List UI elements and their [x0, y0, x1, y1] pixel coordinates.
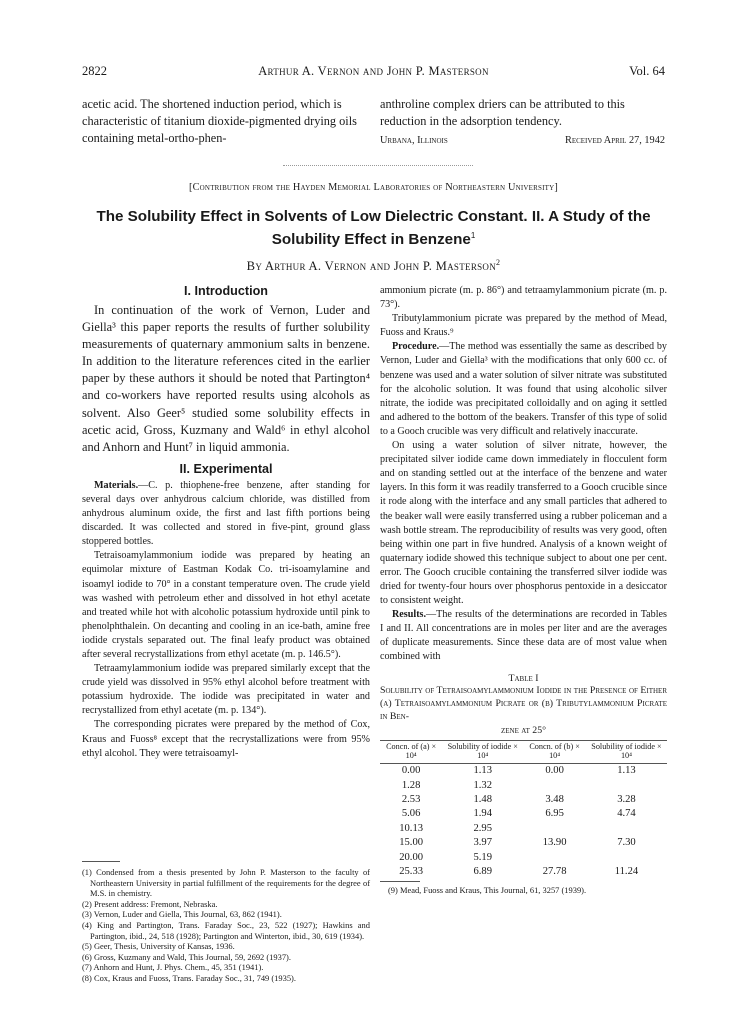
table-row [380, 793, 667, 807]
procedure-text: —The method was essentially the same as described by Vernon, Luder and Giella³ with the modifications that only 600 cc. of benzene was used and a water solution of silver nitrate was substituted for the alcoholic solution. It was found that using alcoholic silver nitrate, the iodide was precipitated colloidally and on aging it settled and adhered to the bottom of the beakers. Transfer of this type of solid to a Gooch crucible was very difficult and relatively inaccurate. [380, 341, 667, 437]
table-cell: 10.13 [399, 822, 424, 834]
table-cell: 1.13 [473, 765, 493, 777]
contribution-line: [Contribution from the Hayden Memorial Laboratories of Northeastern University] [188, 182, 558, 193]
byline-text: By Arthur A. Vernon and John P. Masterson [246, 259, 497, 274]
table-row [380, 764, 667, 779]
procedure-paragraph [380, 340, 667, 439]
table-cell: 27.78 [542, 866, 567, 877]
table-cell: 1.48 [473, 793, 493, 805]
footnote: (5) Geer, Thesis, University of Kansas, 1936. [82, 941, 235, 952]
table-cell: 11.24 [614, 866, 639, 877]
procedure-runin-heading: Procedure. [392, 341, 440, 353]
table-cell: 13.90 [542, 837, 567, 849]
table-cell: 5.06 [401, 808, 421, 820]
column-header: Solubility of iodide × 10⁴ [442, 741, 523, 764]
byline-footnote-marker: 2 [496, 258, 501, 267]
table-cell [586, 779, 667, 793]
table-cell: 2.53 [401, 793, 421, 805]
introduction-paragraph: In continuation of the work of Vernon, Luder and Giella³ this paper reports the results of further solubility measurements of quaternary ammonium salts in benzene. In addition to the literature references cited in the earlier paper by these authors it should be noted that Partington⁴ and co-workers have reported results using alcohols as solvent. Also Geer⁵ studied some solubility effects in acetic acid, Gross, Kuzmany and Wald⁶ in ethyl alcohol and Anhorn and Hunt⁷ in liquid ammonia. [82, 303, 370, 454]
table-cell: 3.48 [545, 793, 564, 805]
table-row [380, 822, 667, 836]
section-heading-experimental: II. Experimental [179, 461, 273, 476]
results-runin-heading: Results. [392, 609, 427, 621]
table-header-row [380, 741, 667, 764]
materials-text: —C. p. thiophene-free benzene, after standing for several days over anhydrous calcium chloride, was distilled from anhydrous aluminum oxide, the first and last fifth portions being discarded. It was collected and stored in five-pint, ground glass stoppered bottles. [82, 479, 370, 548]
table-cell: 1.94 [473, 808, 493, 820]
footnote: (8) Cox, Kraus and Fuoss, Trans. Faraday Soc., 31, 749 (1935). [82, 972, 296, 983]
article-divider [283, 165, 473, 166]
table-row [380, 865, 667, 879]
materials-paragraph [82, 479, 370, 549]
footnote-rule [82, 861, 120, 862]
picrates-continued: ammonium picrate (m. p. 86°) and tetraamylammonium picrate (m. p. 73°). [380, 285, 667, 311]
table-caption [380, 684, 667, 738]
table-cell: 3.97 [473, 837, 493, 849]
table-cell [523, 822, 586, 836]
author-address: Urbana, Illinois [380, 135, 448, 146]
table-label: Table I [508, 672, 539, 684]
previous-article-right [380, 96, 665, 146]
footnote: (6) Gross, Kuzmany and Wald, This Journal, 59, 2692 (1937). [82, 951, 291, 962]
table-cell: 1.28 [401, 779, 421, 791]
footnotes [82, 861, 370, 984]
footnote: (4) King and Partington, Trans. Faraday Soc., 23, 522 (1927); Hawkins and Partington, ibid., 24, 518 (1928); Partington and Winterton, ibid., 30, 619 (1934). [82, 919, 370, 941]
running-head-authors: Arthur A. Vernon and John P. Masterson [258, 64, 489, 78]
table-caption-main: Solubility of Tetraisoamylammonium Iodide in the Presence of Either (a) Tetraisoamylammonium Picrate or (b) Tributylammonium Picrate in Ben- [380, 684, 667, 723]
tetraamyl-paragraph: Tetraamylammonium iodide was prepared similarly except that the crude yield was dissolved in 95% ethyl alcohol before treatment with potassium hydroxide. The iodide was precipitated in water and recrystallized from ethyl acetate (m. p. 134°). [82, 663, 370, 717]
table-cell: 6.95 [545, 808, 564, 820]
footnote: (3) Vernon, Luder and Giella, This Journal, 63, 862 (1941). [82, 909, 282, 920]
volume-number: Vol. 64 [629, 64, 665, 78]
table-footnote: (9) Mead, Fuoss and Kraus, This Journal, 61, 3257 (1939). [388, 885, 587, 896]
picrates-paragraph: The corresponding picrates were prepared by the method of Cox, Kraus and Fuoss⁸ except that the recrystallizations were from 95% ethyl alcohol. They were tetraisoamyl- [82, 719, 370, 759]
results-paragraph [380, 608, 667, 664]
table-cell [523, 779, 586, 793]
footnote: (7) Anhorn and Hunt, J. Phys. Chem., 45, 351 (1941). [82, 962, 264, 973]
table-cell: 4.74 [617, 808, 636, 820]
article-title [74, 207, 673, 249]
results-text: —The results of the determinations are recorded in Tables I and II. All concentrations are in moles per liter and are the averages of duplicate measurements. Since these data are of most value when combined with [380, 609, 667, 663]
table-row [380, 836, 667, 850]
previous-article-ending [82, 96, 665, 152]
table-cell [523, 851, 586, 865]
water-solution-paragraph: On using a water solution of silver nitrate, however, the precipitated silver iodide came down immediately in flocculent form and on standing settled out at the interface of the benzene and water layers. In this form it was readily transferred to a Gooch crucible since it rode along with the interface and any small particles that adhered to the beaker wall were easily transferred using a rubber policeman and a wash bottle stream. The reproducibility of results was very good, often being within one part in five hundred. Analysis of a known weight of quaternary iodide showed this technique subject to about one per cent. error. The Gooch crucible containing the transferred silver iodide was dried for twenty-four hours over phosphorus pentoxide in a desiccator to consistent weight. [380, 440, 667, 607]
solubility-table [380, 740, 667, 879]
column-header: Concn. of (a) × 10⁴ [380, 741, 442, 764]
table-cell: 20.00 [399, 851, 424, 863]
table-cell: 25.33 [399, 866, 424, 877]
table-cell: 5.19 [473, 851, 493, 863]
right-column [380, 284, 667, 895]
previous-article-left-text: acetic acid. The shortened induction period, which is characteristic of titanium dioxide-pigmented drying oils containing metal-ortho-phen- [82, 97, 357, 145]
received-date: Received April 27, 1942 [564, 135, 665, 146]
footnote: (2) Present address: Fremont, Nebraska. [82, 898, 218, 909]
title-footnote-marker: 1 [470, 231, 476, 240]
byline [82, 258, 665, 274]
table-cell: 1.13 [617, 765, 636, 777]
footnote: (1) Condensed from a thesis presented by John P. Masterson to the faculty of Northeastern University in partial fulfillment of the requirements for the degree of M.S. in chemistry. [82, 867, 370, 899]
table-row [380, 851, 667, 865]
table-cell [586, 851, 667, 865]
tetraisoamyl-paragraph: Tetraisoamylammonium iodide was prepared by heating an equimolar mixture of Eastman Kodak Co. tri-isoamylamine and isoamyl iodide to 70° in a constant temperature oven. The crude yield was washed with petroleum ether and dissolved in hot ethyl acetate and treated while hot with alcoholic potassium hydroxide until pink to phenolphthalein. On decanting and cooling in an ice-bath, amine free iodide crystals separated out. The final leafy product was obtained after several recrystallizations from ethyl acetate (m. p. 146.5°). [82, 550, 370, 660]
table-cell: 15.00 [399, 837, 424, 849]
table-cell [586, 822, 667, 836]
previous-article-right-text: anthroline complex driers can be attributed to this reduction in the adsorption tendency. [380, 97, 625, 128]
table-row [380, 807, 667, 821]
table-cell: 0.00 [545, 765, 564, 777]
page-number: 2822 [82, 64, 107, 78]
materials-runin-heading: Materials. [94, 479, 139, 491]
column-header: Concn. of (b) × 10⁴ [523, 741, 586, 764]
table-cell: 3.28 [617, 793, 636, 805]
table-cell: 1.32 [473, 779, 493, 791]
table-footnote-rule [380, 881, 420, 882]
table-caption-last: zene at 25° [500, 724, 547, 736]
table-cell: 2.95 [473, 822, 493, 834]
table-cell: 6.89 [473, 866, 493, 877]
table-row [380, 779, 667, 793]
article-title-text: The Solubility Effect in Solvents of Low Dielectric Constant. II. A Study of the Solubility Effect in Benzene [96, 208, 651, 249]
column-header: Solubility of iodide × 10⁴ [586, 741, 667, 764]
section-heading-introduction: I. Introduction [184, 284, 268, 298]
left-column [82, 284, 370, 761]
tributyl-paragraph: Tributylammonium picrate was prepared by the method of Mead, Fuoss and Kraus.⁹ [380, 313, 667, 339]
table-cell: 7.30 [617, 837, 636, 849]
running-head [82, 64, 665, 84]
table-cell: 0.00 [401, 765, 421, 777]
